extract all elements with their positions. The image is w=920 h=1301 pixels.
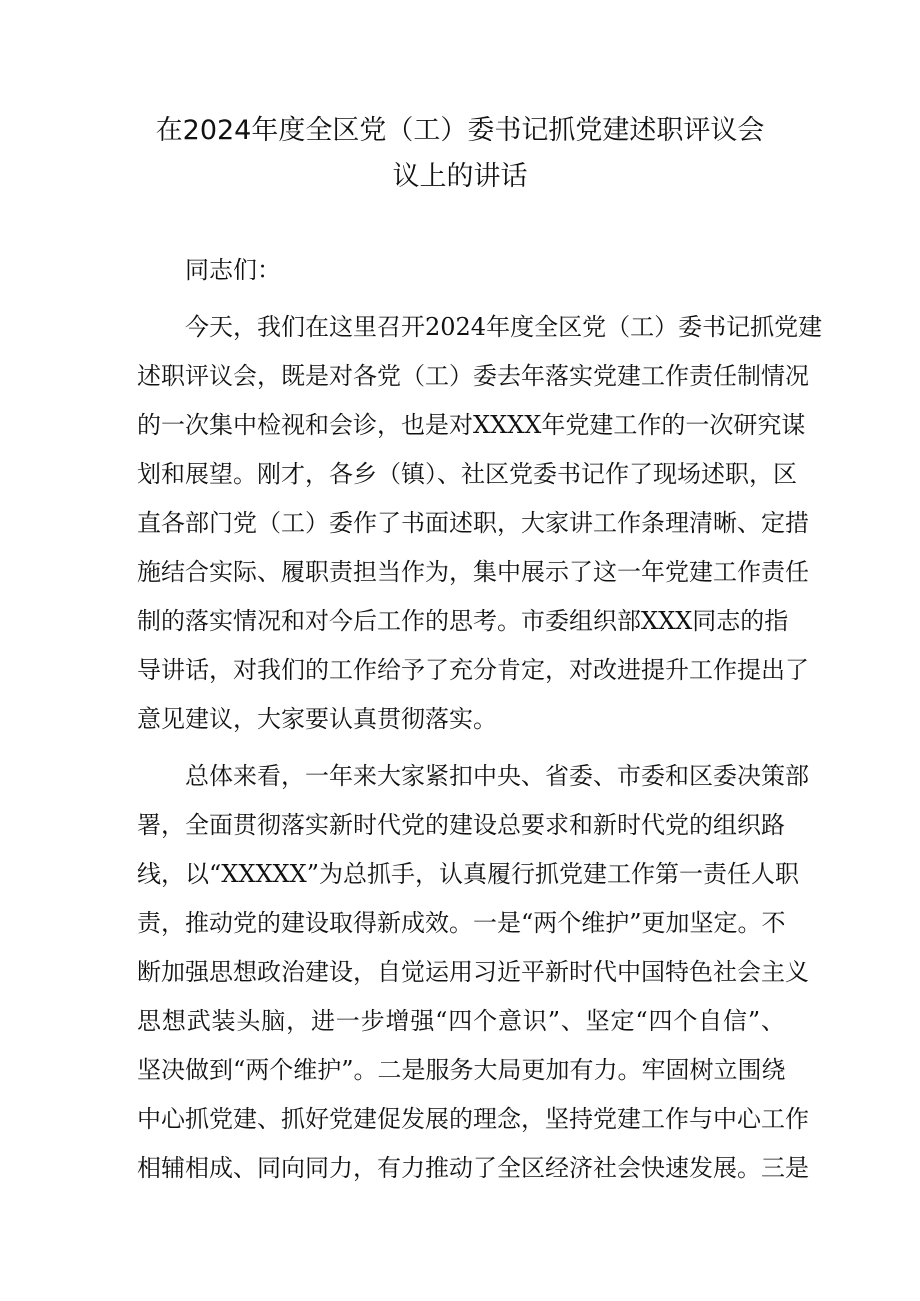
paragraph-line: 思想武装头脑，进一步增强“四个意识”、坚定“四个自信”、: [137, 1007, 785, 1035]
paragraph-line: 制的落实情况和对今后工作的思考。市委组织部XXX同志的指: [137, 607, 789, 635]
document-title: [120, 108, 800, 200]
paragraph-line: 署，全面贯彻落实新时代党的建设总要求和新时代党的组织路: [137, 811, 785, 839]
paragraph-line: 导讲话，对我们的工作给予了充分肯定，对改进提升工作提出了: [137, 656, 809, 684]
paragraph-line: 坚决做到“两个维护”。二是服务大局更加有力。牢固树立围绕: [137, 1056, 786, 1084]
paragraph-line: 述职评议会，既是对各党（工）委去年落实党建工作责任制情况: [137, 362, 809, 390]
greeting: 同志们：: [185, 256, 281, 284]
paragraph-line: 的一次集中检视和会诊，也是对XXXX年党建工作的一次研究谋: [137, 411, 806, 439]
paragraph-line: 相辅相成、同向同力，有力推动了全区经济社会快速发展。三是: [137, 1154, 809, 1182]
paragraph-line: 总体来看，一年来大家紧扣中央、省委、市委和区委决策部: [185, 762, 809, 790]
paragraph-line: 中心抓党建、抓好党建促发展的理念，坚持党建工作与中心工作: [137, 1105, 809, 1133]
paragraph-line: 断加强思想政治建设，自觉运用习近平新时代中国特色社会主义: [137, 958, 809, 986]
paragraph: [137, 752, 809, 1193]
paragraph-line: 划和展望。刚才，各乡（镇）、社区党委书记作了现场述职，区: [137, 460, 797, 488]
paragraph-line: 意见建议，大家要认真贯彻落实。: [137, 705, 497, 733]
title-line: 议上的讲话: [392, 161, 528, 192]
paragraph-line: 直各部门党（工）委作了书面述职，大家讲工作条理清晰、定措: [137, 509, 809, 537]
document-body: [137, 246, 823, 1193]
paragraph-line: 今天，我们在这里召开2024年度全区党（工）委书记抓党建: [185, 313, 823, 341]
paragraph-line: 线，以“XXXXX”为总抓手，认真履行抓党建工作第一责任人职: [137, 860, 799, 888]
paragraph-line: 责，推动党的建设取得新成效。一是“两个维护”更加坚定。不: [137, 909, 786, 937]
title-line: 在2024年度全区党（工）委书记抓党建述职评议会: [155, 115, 765, 146]
paragraph: [137, 303, 823, 744]
paragraph-line: 施结合实际、履职责担当作为，集中展示了这一年党建工作责任: [137, 558, 809, 586]
